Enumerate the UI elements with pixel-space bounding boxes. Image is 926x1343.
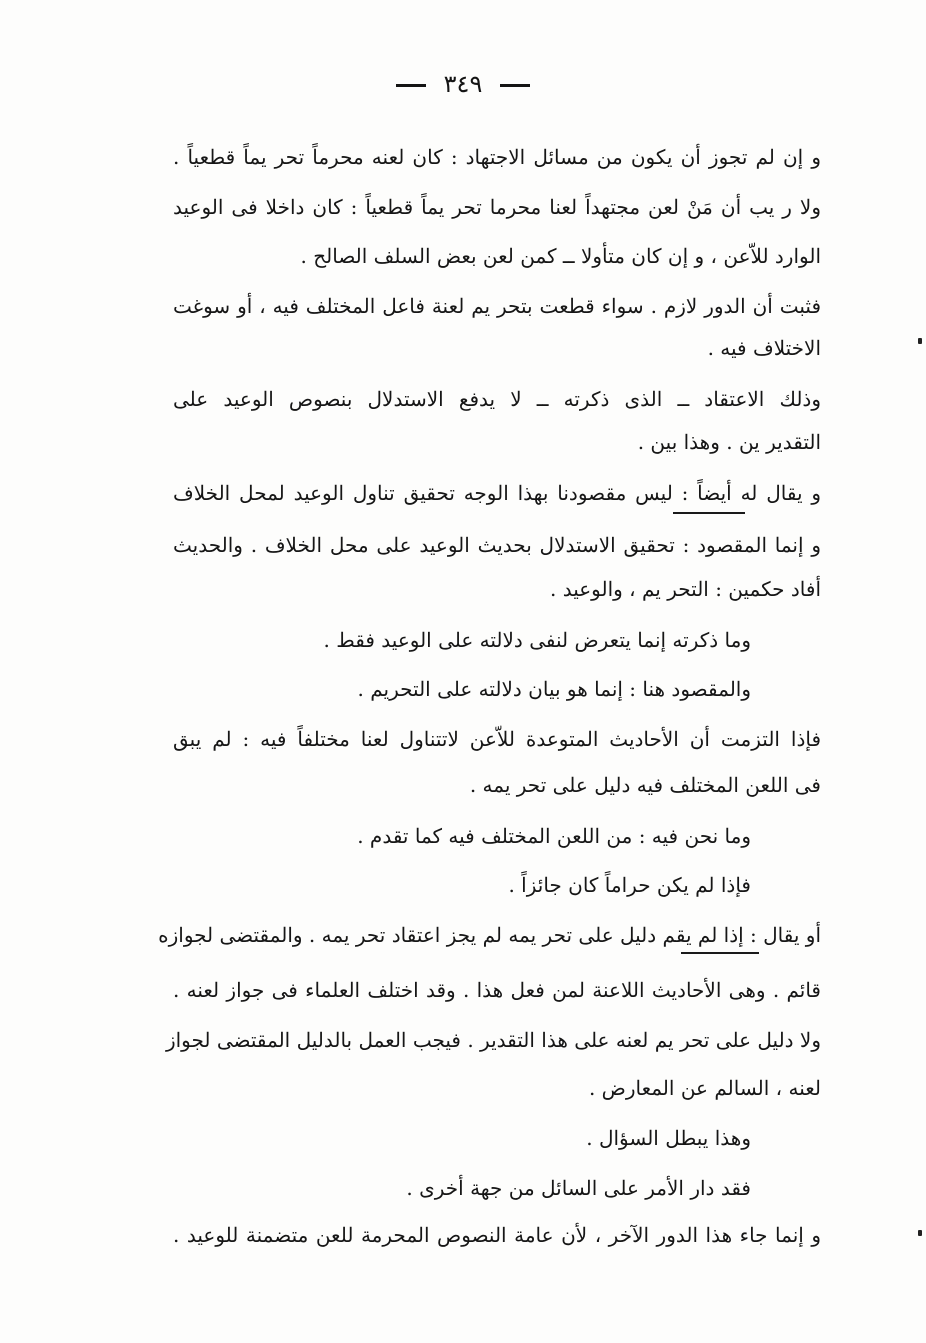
text-line: فإذا لم يكن حراماً كان جائزاً . [508, 873, 751, 897]
text-line: وما نحن فيه : من اللعن المختلف فيه كما تقدم . [357, 824, 751, 848]
text-line: أو يقال : إذا لم يقم دليل على تحر يمه لم يجز اعتقاد تحر يمه . والمقتضى لجوازه [158, 923, 821, 947]
underline-mark [681, 952, 759, 954]
scan-mark [918, 338, 922, 344]
page-number-dash-left [396, 84, 426, 87]
text-line: لعنه ، السالم عن المعارض . [588, 1076, 821, 1100]
text-line: أفاد حكمين : التحر يم ، والوعيد . [549, 577, 821, 601]
text-line: وذلك الاعتقاد ــ الذى ذكرته ــ لا يدفع الاستدلال بنصوص الوعيد على [173, 387, 822, 411]
text-line: و إنما جاء هذا الدور الآخر ، لأن عامة النصوص المحرمة للعن متضمنة للوعيد . [173, 1223, 821, 1247]
text-line: قائم . وهى الأحاديث اللاعنة لمن فعل هذا . وقد اختلف العلماء فى جواز لعنه . [173, 978, 821, 1002]
text-line: التقدير ين . وهذا بين . [637, 430, 821, 454]
text-line: و إن لم تجوز أن يكون من مسائل الاجتهاد : كان لعنه محرماً تحر يماً قطعياً . [173, 145, 821, 169]
scan-mark [918, 1230, 922, 1236]
text-line: وما ذكرته إنما يتعرض لنفى دلالته على الوعيد فقط . [323, 628, 751, 652]
text-line: و إنما المقصود : تحقيق الاستدلال بحديث الوعيد على محل الخلاف . والحديث [173, 533, 821, 557]
text-line: فى اللعن المختلف فيه دليل على تحر يمه . [469, 773, 821, 797]
text-line: وهذا يبطل السؤال . [586, 1126, 751, 1150]
page-number [0, 70, 926, 98]
text-line: ولا دليل على تحر يم لعنه على هذا التقدير . فيجب العمل بالدليل المقتضى لجواز [165, 1028, 821, 1052]
page-number-dash-right [500, 84, 530, 87]
page-number-text: ٣٤٩ [443, 70, 483, 98]
text-line: الوارد للاّعن ، و إن كان متأولا ــ كمن لعن بعض السلف الصالح . [300, 244, 821, 268]
text-line: والمقصود هنا : إنما هو بيان دلالته على التحريم . [357, 677, 751, 701]
text-line: ولا ر يب أن مَنْ لعن مجتهداً لعنا محرما تحر يماً قطعياً : كان داخلا فى الوعيد [173, 195, 821, 219]
underline-mark [673, 512, 745, 514]
text-line: الاختلاف فيه . [707, 336, 821, 360]
text-line: فثبت أن الدور لازم . سواء قطعت بتحر يم لعنة فاعل المختلف فيه ، أو سوغت [173, 294, 821, 318]
text-line: و يقال له أيضاً : ليس مقصودنا بهذا الوجه تحقيق تناول الوعيد لمحل الخلاف [173, 481, 821, 505]
text-line: فقد دار الأمر على السائل من جهة أخرى . [406, 1176, 751, 1200]
text-line: فإذا التزمت أن الأحاديث المتوعدة للاّعن لاتتناول لعنا مختلفاً فيه : لم يبق [173, 727, 821, 751]
